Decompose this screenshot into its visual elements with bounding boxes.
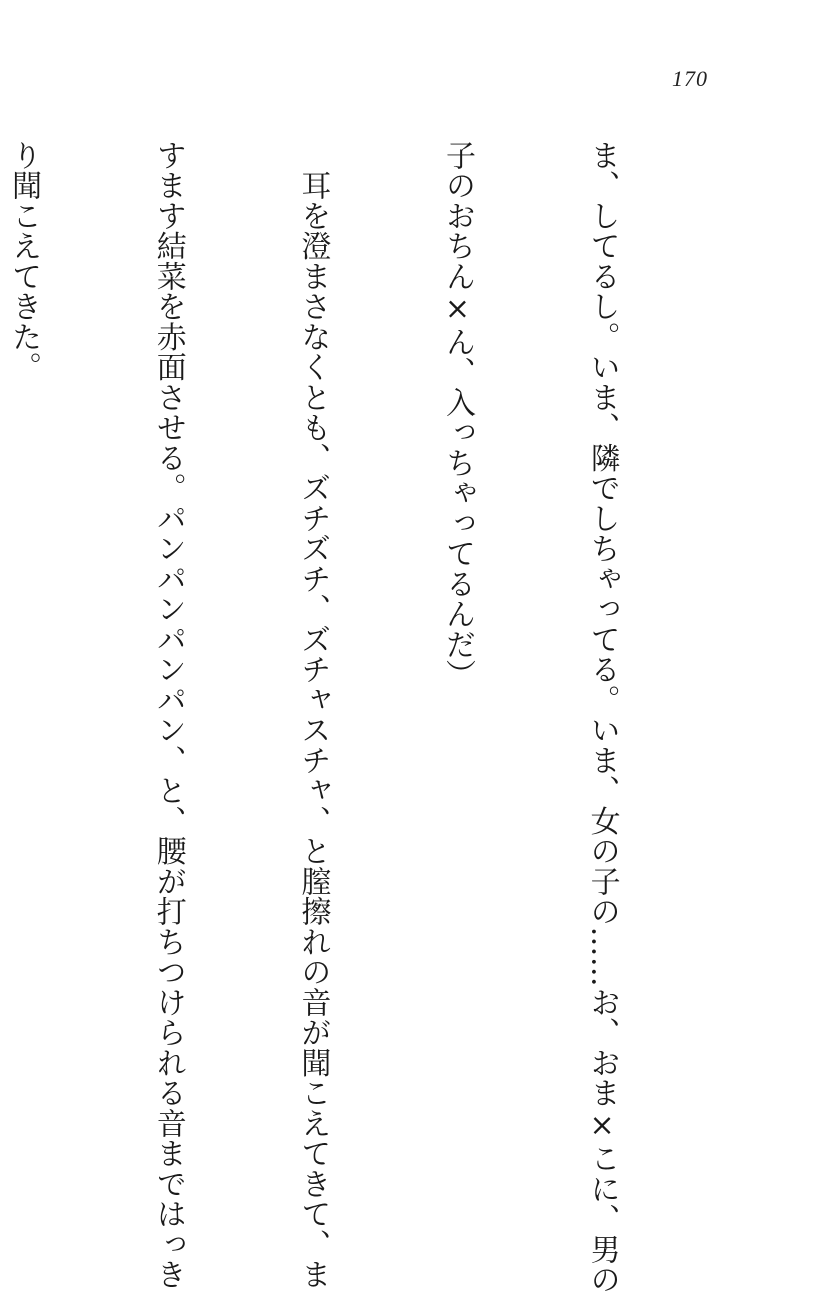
page-number: 170 [672, 66, 708, 91]
novel-text-column [0, 140, 722, 1295]
text-line: 子のおちん×ん、入っちゃってるんだ） [439, 140, 475, 690]
text-line: すます結菜を赤面させる。パンパンパンパン、と、腰が打ちつけられる音まではっき [150, 140, 186, 1290]
text-line: 耳を澄まさなくとも、ズチズチ、ズチャスチャ、と膣擦れの音が聞こえてきて、ま [295, 140, 331, 1290]
text-line: ま、してるし。いま、隣でしちゃってる。いま、女の子の……お、おま×こに、男の [584, 140, 620, 1295]
text-line: り聞こえてきた。 [6, 140, 42, 382]
